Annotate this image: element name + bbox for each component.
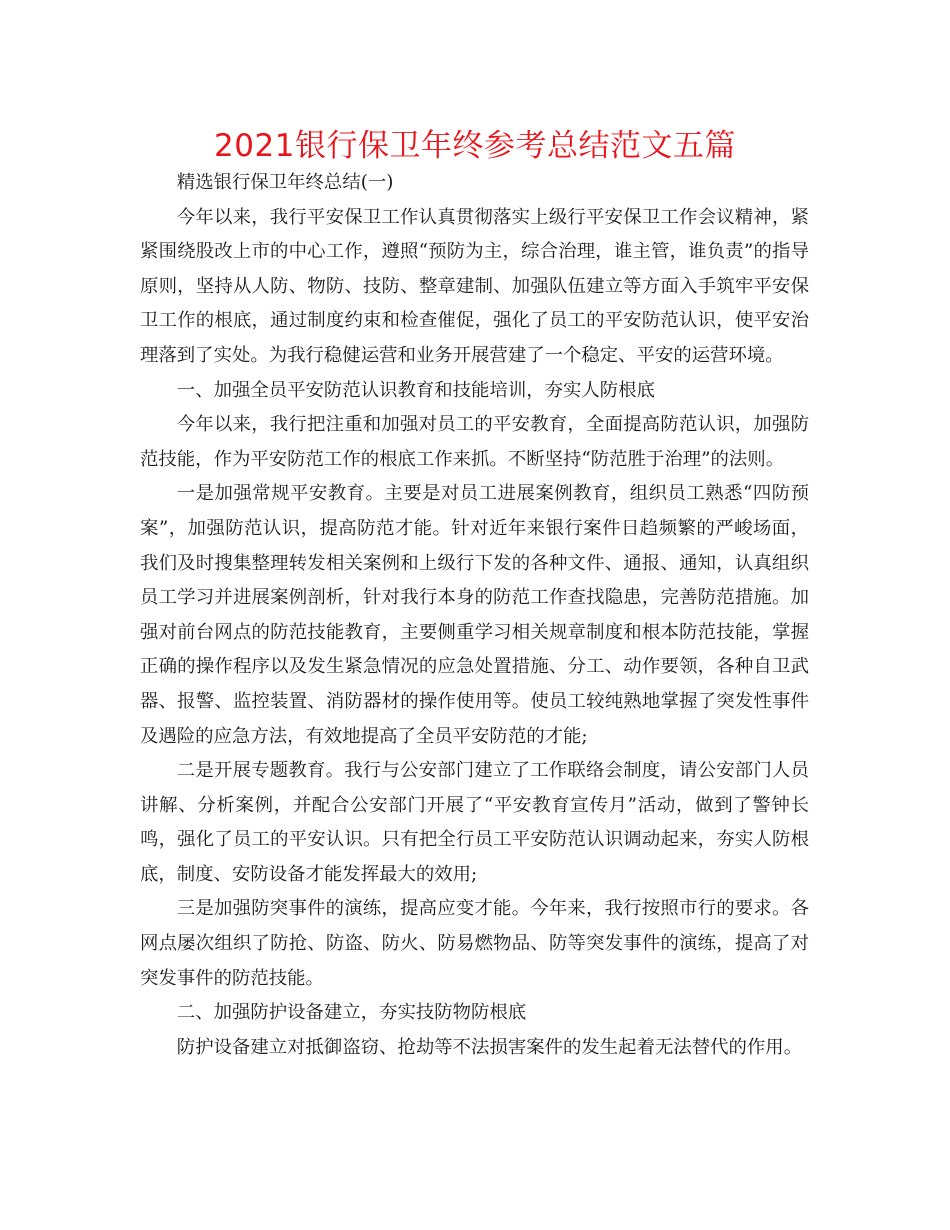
paragraph: 一是加强常规平安教育。主要是对员工进展案例教育，组织员工熟悉“四防预案”，加强防范认识，提高防范才能。针对近年来银行案件日趋频繁的严峻场面，我们及时搜集整理转发相关案例和上级行下发的各种文件、通报、通知，认真组织员工学习并进展案例剖析，针对我行本身的防范工作查找隐患，完善防范措施。加强对前台网点的防范技能教育，主要侧重学习相关规章制度和根本防范技能，掌握正确的操作程序以及发生紧急情况的应急处置措施、分工、动作要领，各种自卫武器、报警、监控装置、消防器材的操作使用等。使员工较纯熟地掌握了突发性事件及遇险的应急方法，有效地提高了全员平安防范的才能;	[140, 483, 809, 747]
section-heading: 二、加强防护设备建立，夯实技防物防根底	[176, 1002, 527, 1024]
paragraph: 防护设备建立对抵御盗窃、抢劫等不法损害案件的发生起着无法替代的作用。	[176, 1036, 803, 1058]
paragraph: 今年以来，我行平安保卫工作认真贯彻落实上级行平安保卫工作会议精神，紧紧围绕股改上市的中心工作，遵照“预防为主，综合治理，谁主管，谁负责”的指导原则，坚持从人防、物防、技防、整章建制、加强队伍建立等方面入手筑牢平安保卫工作的根底，通过制度约束和检查催促，强化了员工的平安防范认识，使平安治理落到了实处。为我行稳健运营和业务开展营建了一个稳定、平安的运营环境。	[140, 206, 809, 366]
document-body	[140, 166, 809, 1065]
paragraph: 三是加强防突事件的演练，提高应变才能。今年来，我行按照市行的要求。各网点屡次组织了防抢、防盗、防火、防易燃物品、防等突发事件的演练，提高了对突发事件的防范技能。	[140, 898, 809, 989]
section-heading: 一、加强全员平安防范认识教育和技能培训，夯实人防根底	[176, 379, 655, 401]
document-title: 2021银行保卫年终参考总结范文五篇	[214, 128, 736, 164]
section-heading: 精选银行保卫年终总结(一)	[176, 172, 394, 193]
paragraph: 今年以来，我行把注重和加强对员工的平安教育，全面提高防范认识，加强防范技能，作为平安防范工作的根底工作来抓。不断坚持“防范胜于治理”的法则。	[140, 414, 809, 470]
paragraph: 二是开展专题教育。我行与公安部门建立了工作联络会制度，请公安部门人员讲解、分析案例，并配合公安部门开展了“平安教育宣传月”活动，做到了警钟长鸣，强化了员工的平安认识。只有把全行员工平安防范认识调动起来，夯实人防根底，制度、安防设备才能发挥最大的效用;	[140, 760, 809, 885]
